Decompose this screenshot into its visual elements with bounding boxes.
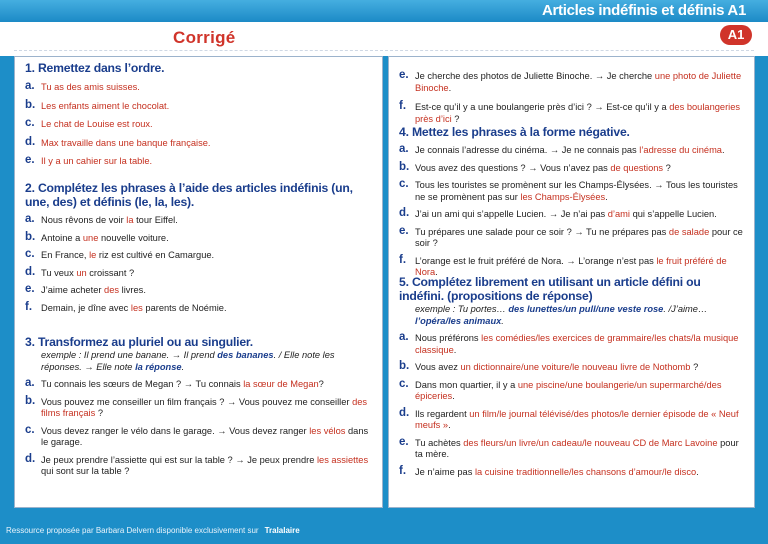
exercise-item: [25, 394, 376, 420]
item-text: Ils regardent: [415, 408, 470, 419]
item-text: ?: [451, 113, 460, 124]
exercise-item: [25, 98, 376, 113]
worksheet-title: Articles indéfinis et définis A1: [541, 2, 746, 19]
item-answer: des: [104, 285, 120, 295]
item-text: Nous préférons: [415, 333, 482, 343]
exercise-item: [25, 230, 376, 245]
item-text: Nous rêvons de voir: [41, 215, 127, 225]
exercise-item: [399, 362, 748, 374]
section-5-list: [399, 333, 748, 478]
example-text: . / Elle note les réponses. → Elle note: [41, 350, 335, 372]
exercise-item: [25, 215, 376, 227]
item-text: .: [605, 191, 608, 202]
exercise-item: [25, 300, 376, 315]
section-5-example: [399, 304, 748, 327]
item-text: Demain, je dîne avec: [41, 302, 131, 313]
item-text: croissant ?: [86, 267, 135, 278]
item-text: Vous avez des questions ? → Vous n’avez pas: [415, 162, 611, 173]
section-3-title: 3. Transformez au pluriel ou au singulier.: [25, 335, 253, 349]
section-2-title: 2. Complétez les phrases à l’aide des articles indéfinis (un, une, des) et définis (le, la, les).: [25, 181, 353, 209]
item-answer: des films français: [41, 396, 368, 418]
example-text: exemple : Il prend une banane. → Il prend: [41, 350, 218, 360]
exercise-item: [25, 250, 376, 262]
item-answer: la: [126, 215, 134, 225]
item-letter: d.: [25, 452, 36, 465]
item-letter: e.: [399, 435, 409, 448]
item-text: Tous les touristes se promènent sur les Champs-Élysées. → Tous les touristes ne se promènent pas sur: [415, 180, 738, 202]
item-text: tour Eiffel.: [133, 215, 178, 225]
item-answer: de questions: [610, 162, 664, 173]
item-answer: une: [82, 232, 99, 243]
section-4-title: 4. Mettez les phrases à la forme négative.: [399, 125, 630, 139]
item-letter: b.: [25, 394, 36, 407]
level-badge: A1: [720, 25, 752, 45]
item-answer: un: [76, 267, 87, 278]
top-bar: [0, 0, 768, 22]
item-text: .: [453, 344, 457, 355]
exercise-item: [25, 265, 376, 280]
item-answer: Tu as des amis suisses.: [41, 82, 140, 92]
item-letter: c.: [399, 377, 409, 390]
item-text: Vous avez: [415, 362, 461, 372]
item-text: Je cherche des photos de Juliette Binoche. → Je cherche: [415, 71, 655, 81]
item-answer: un film/le journal télévisé/des photos/le dernier épisode de « Neuf meufs »: [415, 408, 739, 430]
item-text: Dans mon quartier, il y a: [415, 379, 518, 390]
item-answer: une piscine/une boulangerie/un supermarché/des épiceries: [415, 379, 722, 401]
section-2: [25, 181, 376, 314]
exercise-item: [399, 435, 748, 461]
item-answer: le fruit préféré de Nora: [415, 255, 727, 277]
publisher-logo: Tralalaire: [264, 526, 300, 535]
item-answer: Max travaille dans une banque française.: [41, 137, 211, 148]
footer-text: Ressource proposée par Barbara Delvern disponible exclusivement sur: [6, 526, 259, 535]
item-letter: c.: [25, 423, 35, 436]
item-text: riz est cultivé en Camargue.: [96, 250, 215, 260]
section-1: [25, 61, 376, 168]
dashed-divider: [14, 50, 754, 51]
item-text: Tu connais les sœurs de Megan ? → Tu connais: [41, 379, 244, 389]
item-answer: Il y a un cahier sur la table.: [41, 156, 153, 166]
item-answer: les comédies/les exercices de grammaire/les chats/la musique classique: [415, 333, 739, 355]
item-answer: les Champs-Élysées: [520, 191, 606, 202]
item-letter: e.: [25, 283, 35, 295]
item-text: En France,: [41, 250, 90, 260]
item-text: Je connais l’adresse du cinéma. → Je ne connais pas: [415, 145, 640, 155]
section-2-list: [25, 215, 376, 314]
header-band: [0, 22, 768, 56]
example-answer: des lunettes/un pull/une veste rose: [508, 304, 664, 314]
item-letter: a.: [25, 377, 35, 389]
item-answer: des boulangeries près d’ici: [415, 102, 741, 124]
item-letter: d.: [399, 207, 410, 219]
item-text: .: [721, 145, 725, 155]
item-text: nouvelle voiture.: [98, 232, 169, 243]
item-text: .: [448, 82, 452, 93]
item-text: Tu veux: [41, 267, 77, 278]
exercise-item: [399, 71, 748, 94]
item-text: pour ta mère.: [415, 437, 739, 459]
section-3-continued: [399, 63, 748, 125]
example-text: .: [181, 361, 185, 372]
exercise-item: [25, 452, 376, 478]
exercise-item: [399, 102, 748, 125]
exercise-item: [399, 333, 748, 356]
item-letter: b.: [399, 160, 410, 173]
item-answer: d’ami: [607, 209, 630, 219]
item-letter: a.: [399, 143, 409, 155]
item-letter: d.: [25, 135, 36, 148]
item-text: Tu achètes: [415, 437, 464, 448]
item-answer: la sœur de Megan: [243, 379, 319, 389]
item-text: .: [448, 420, 451, 430]
item-text: Je n’aime pas: [415, 466, 475, 477]
item-text: qui s’appelle Lucien.: [629, 209, 717, 219]
section-5: [399, 275, 748, 478]
item-text: livres.: [119, 285, 146, 295]
item-answer: une photo de Juliette Binoche: [415, 71, 742, 93]
item-answer: Les enfants aiment le chocolat.: [41, 100, 170, 111]
item-answer: les assiettes: [316, 454, 369, 465]
item-letter: e.: [399, 224, 409, 237]
section-5-title: 5. Complétez librement en utilisant un article défini ou indéfini. (propositions de réponse): [399, 275, 701, 303]
item-letter: d.: [399, 406, 410, 419]
item-answer: des fleurs/un livre/un cadeau/le nouveau CD de Marc Lavoine: [463, 437, 718, 448]
exercise-item: [25, 82, 376, 94]
exercise-item: [25, 285, 376, 297]
example-answer: des bananes: [217, 350, 274, 360]
section-4: [399, 125, 748, 279]
section-3b-list: [399, 71, 748, 125]
item-letter: b.: [25, 98, 36, 111]
item-letter: b.: [399, 360, 410, 372]
item-text: J’aime acheter: [41, 285, 105, 295]
section-3-example: [25, 350, 376, 373]
item-text: .: [696, 466, 699, 477]
item-text: .: [452, 391, 455, 401]
item-letter: a.: [25, 213, 35, 225]
exercise-item: [399, 160, 748, 175]
item-text: Tu prépares une salade pour ce soir ? → Tu ne prépares pas: [415, 226, 669, 237]
item-text: dans le garage.: [41, 425, 369, 447]
exercise-item: [399, 377, 748, 403]
page-title: Corrigé: [173, 28, 236, 47]
exercise-item: [399, 180, 748, 203]
item-text: ?: [663, 162, 671, 173]
item-answer: le: [89, 250, 97, 260]
item-answer: la cuisine traditionnelle/les chansons d’amour/le disco: [474, 466, 697, 477]
item-text: Je peux prendre l’assiette qui est sur la table ? → Je peux prendre: [41, 454, 317, 465]
section-1-title: 1. Remettez dans l’ordre.: [25, 61, 165, 75]
exercise-item: [399, 406, 748, 432]
item-letter: f.: [399, 253, 407, 266]
example-answer: l’opéra/les animaux: [415, 315, 502, 326]
exercise-item: [399, 224, 748, 250]
item-answer: les: [130, 302, 143, 313]
exercise-item: [25, 135, 376, 150]
item-letter: b.: [25, 230, 36, 243]
item-text: ?: [690, 362, 699, 372]
item-text: qui sont sur la table ?: [41, 466, 130, 476]
item-text: Antoine a: [41, 232, 83, 243]
item-answer: les vélos: [309, 425, 346, 436]
item-text: Vous devez ranger le vélo dans le garage. → Vous devez ranger: [41, 425, 310, 436]
item-letter: e.: [399, 69, 409, 81]
item-text: L’orange est le fruit préféré de Nora. → L’orange n’est pas: [415, 255, 657, 266]
item-letter: d.: [25, 265, 36, 278]
exercise-item: [399, 145, 748, 157]
item-letter: c.: [25, 117, 35, 129]
exercise-item: [25, 423, 376, 449]
left-panel: [14, 56, 383, 508]
item-text: Est-ce qu’il y a une boulangerie près d’ici ? → Est-ce qu’il y a: [415, 102, 670, 112]
item-answer: un dictionnaire/une voiture/le nouveau livre de Nothomb: [460, 362, 691, 372]
item-answer: Le chat de Louise est roux.: [41, 119, 153, 129]
section-4-list: [399, 145, 748, 279]
item-letter: f.: [25, 300, 33, 313]
item-letter: c.: [399, 178, 409, 190]
item-text: ?: [95, 408, 104, 418]
example-answer: la réponse: [135, 361, 182, 372]
exercise-item: [399, 209, 748, 221]
exercise-item: [25, 119, 376, 131]
item-answer: de salade: [668, 226, 710, 237]
exercise-item: [25, 379, 376, 391]
exercise-item: [25, 156, 376, 168]
exercise-item: [399, 464, 748, 479]
section-1-list: [25, 82, 376, 168]
item-text: pour ce soir ?: [415, 226, 743, 248]
right-panel: [388, 56, 755, 508]
item-text: parents de Noémie.: [142, 302, 227, 313]
item-letter: f.: [399, 100, 407, 112]
example-text: exemple : Tu portes…: [415, 304, 509, 314]
item-letter: f.: [399, 464, 407, 477]
item-text: ?: [318, 379, 324, 389]
item-letter: a.: [25, 80, 35, 92]
footer: [6, 526, 300, 535]
item-text: .: [435, 267, 438, 277]
item-letter: c.: [25, 248, 35, 260]
section-3-list: [25, 379, 376, 478]
item-answer: l’adresse du cinéma: [639, 145, 722, 155]
item-text: J’ai un ami qui s’appelle Lucien. → Je n’ai pas: [415, 209, 608, 219]
item-text: Vous pouvez me conseiller un film français ? → Vous pouvez me conseiller: [41, 396, 353, 407]
item-letter: a.: [399, 331, 409, 343]
example-text: .: [501, 315, 504, 326]
example-text: . /J’aime…: [663, 304, 708, 314]
section-3: [25, 335, 376, 478]
item-letter: e.: [25, 154, 35, 166]
